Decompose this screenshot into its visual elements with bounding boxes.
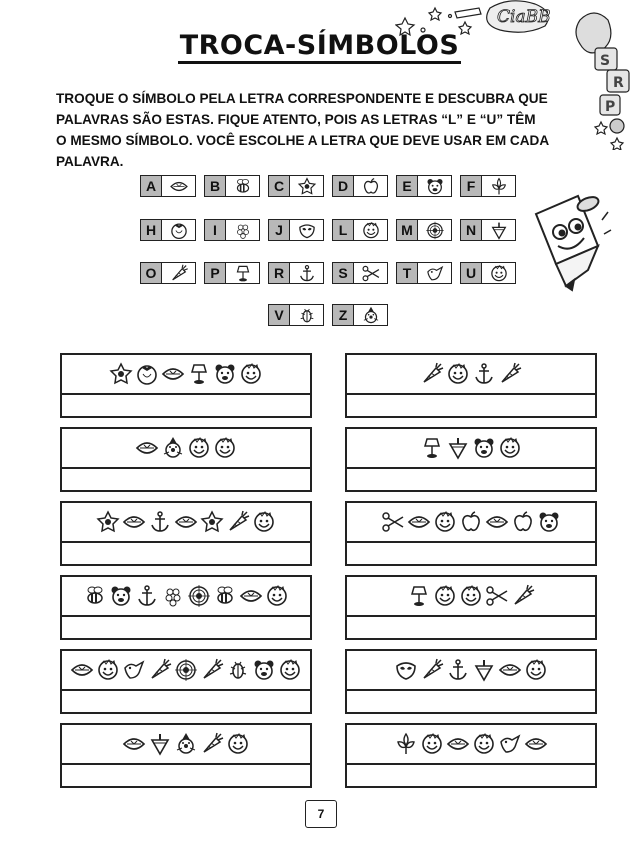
key-entry-p [204, 262, 260, 284]
key-letter: R [269, 263, 290, 283]
key-letter: V [269, 305, 290, 325]
smiley-icon [433, 510, 457, 534]
smiley-icon [252, 510, 276, 534]
mask-icon [295, 221, 319, 240]
flower-icon [109, 362, 133, 386]
bear-icon [472, 436, 496, 460]
key-letter: M [397, 220, 418, 240]
smiley-icon [433, 584, 457, 608]
smiley-icon [420, 732, 444, 756]
lamp-icon [187, 362, 211, 386]
key-entry-h [140, 219, 196, 241]
key-entry-u [460, 262, 516, 284]
tomato-icon [167, 221, 191, 240]
svg-text:P: P [605, 99, 616, 115]
answer-field[interactable] [347, 469, 595, 490]
anchor-icon [135, 584, 159, 608]
target-icon [187, 584, 211, 608]
bug-icon [295, 306, 319, 325]
carrot-icon [420, 362, 444, 386]
symbol-sequence [347, 577, 595, 617]
bear-icon [423, 177, 447, 196]
anchor-icon [295, 264, 319, 283]
key-symbol [226, 220, 259, 240]
top-icon [446, 436, 470, 460]
smiley-icon [472, 732, 496, 756]
key-letter: T [397, 263, 418, 283]
key-symbol [354, 176, 387, 196]
key-letter: S [333, 263, 354, 283]
key-letter: C [269, 176, 290, 196]
instruction-line: O MESMO SÍMBOLO. VOCÊ ESCOLHE A LETRA QUE DEVE USAR EM CADA [56, 133, 550, 148]
carrot-icon [167, 264, 191, 283]
flower-icon [96, 510, 120, 534]
carrot-icon [420, 658, 444, 682]
key-letter: U [461, 263, 482, 283]
key-letter: Z [333, 305, 354, 325]
smiley-icon [487, 264, 511, 283]
bug-icon [226, 658, 250, 682]
smiley-icon [239, 362, 263, 386]
scissors-icon [381, 510, 405, 534]
target-icon [174, 658, 198, 682]
anchor-icon [148, 510, 172, 534]
svg-text:S: S [600, 53, 611, 69]
lamp-icon [407, 584, 431, 608]
anchor-icon [472, 362, 496, 386]
leaf-icon [485, 510, 509, 534]
flower-icon [200, 510, 224, 534]
leaf-icon [122, 510, 146, 534]
key-entry-z [332, 304, 388, 326]
key-symbol [482, 220, 515, 240]
key-symbol [290, 176, 323, 196]
bear-icon [252, 658, 276, 682]
key-symbol [290, 220, 323, 240]
symbol-sequence [62, 355, 310, 395]
key-entry-o [140, 262, 196, 284]
key-symbol [354, 305, 387, 325]
key-entry-n [460, 219, 516, 241]
key-letter: L [333, 220, 354, 240]
word-card-right-5 [345, 649, 597, 714]
fleur-icon [487, 177, 511, 196]
leaf-icon [524, 732, 548, 756]
word-card-left-6 [60, 723, 312, 788]
instruction-line: PALAVRA. [56, 154, 124, 169]
key-letter: H [141, 220, 162, 240]
key-symbol [482, 176, 515, 196]
bird-icon [122, 658, 146, 682]
key-letter: E [397, 176, 418, 196]
key-entry-r [268, 262, 324, 284]
bear-icon [109, 584, 133, 608]
smiley-icon [265, 584, 289, 608]
key-symbol [162, 220, 195, 240]
smiley-icon [359, 221, 383, 240]
smiley-icon [524, 658, 548, 682]
smiley-icon [213, 436, 237, 460]
leaf-icon [161, 362, 185, 386]
symbol-sequence [347, 725, 595, 765]
leaf-icon [239, 584, 263, 608]
key-symbol [354, 220, 387, 240]
carrot-icon [226, 510, 250, 534]
key-letter: O [141, 263, 162, 283]
instruction-line: PALAVRAS SÃO ESTAS. FIQUE ATENTO, POIS AS LETRAS “L” E “U” TÊM [56, 112, 536, 127]
bear-icon [537, 510, 561, 534]
clown-icon [161, 436, 185, 460]
key-entry-t [396, 262, 452, 284]
key-letter: J [269, 220, 290, 240]
carrot-icon [200, 732, 224, 756]
symbol-sequence [347, 429, 595, 469]
page-number: 7 [305, 800, 337, 828]
key-entry-s [332, 262, 388, 284]
word-card-left-3 [60, 501, 312, 566]
word-card-left-5 [60, 649, 312, 714]
symbol-sequence [347, 651, 595, 691]
smiley-icon [459, 584, 483, 608]
leaf-icon [135, 436, 159, 460]
apple-icon [511, 510, 535, 534]
apple-icon [459, 510, 483, 534]
key-symbol [290, 305, 323, 325]
smiley-icon [446, 362, 470, 386]
key-entry-l [332, 219, 388, 241]
bee-icon [213, 584, 237, 608]
key-symbol [162, 263, 195, 283]
word-card-left-1 [60, 353, 312, 418]
carrot-icon [200, 658, 224, 682]
mask-icon [394, 658, 418, 682]
lamp-icon [231, 264, 255, 283]
leaf-icon [174, 510, 198, 534]
key-entry-i [204, 219, 260, 241]
lamp-icon [420, 436, 444, 460]
key-symbol [162, 176, 195, 196]
answer-field[interactable] [62, 765, 310, 786]
key-letter: B [205, 176, 226, 196]
page-title: TROCA-SÍMBOLOS [0, 30, 639, 61]
word-card-right-4 [345, 575, 597, 640]
key-entry-m [396, 219, 452, 241]
symbol-sequence [62, 577, 310, 617]
word-card-left-2 [60, 427, 312, 492]
scissors-icon [359, 264, 383, 283]
answer-field[interactable] [347, 691, 595, 712]
smiley-icon [278, 658, 302, 682]
answer-field[interactable] [62, 395, 310, 416]
symbol-sequence [62, 429, 310, 469]
flower-icon [295, 177, 319, 196]
leaf-icon [167, 177, 191, 196]
answer-field[interactable] [62, 469, 310, 490]
leaf-icon [122, 732, 146, 756]
key-letter: F [461, 176, 482, 196]
key-letter: A [141, 176, 162, 196]
carrot-icon [148, 658, 172, 682]
smiley-icon [226, 732, 250, 756]
tomato-icon [135, 362, 159, 386]
answer-field[interactable] [347, 617, 595, 638]
key-symbol [354, 263, 387, 283]
grapes-icon [231, 221, 255, 240]
scissors-icon [485, 584, 509, 608]
answer-field[interactable] [62, 691, 310, 712]
answer-field[interactable] [347, 395, 595, 416]
key-symbol [418, 263, 451, 283]
key-symbol [418, 220, 451, 240]
key-letter: P [205, 263, 226, 283]
key-symbol [418, 176, 451, 196]
key-entry-j [268, 219, 324, 241]
top-icon [472, 658, 496, 682]
key-symbol [226, 263, 259, 283]
word-card-right-1 [345, 353, 597, 418]
key-entry-b [204, 175, 260, 197]
key-letter: I [205, 220, 226, 240]
clown-icon [359, 306, 383, 325]
leaf-icon [407, 510, 431, 534]
key-symbol [290, 263, 323, 283]
key-entry-a [140, 175, 196, 197]
key-entry-c [268, 175, 324, 197]
symbol-sequence [62, 725, 310, 765]
clown-icon [174, 732, 198, 756]
leaf-icon [70, 658, 94, 682]
pencil-mascot-illustration [522, 190, 612, 300]
target-icon [423, 221, 447, 240]
svg-text:R: R [613, 75, 624, 91]
answer-field[interactable] [347, 765, 595, 786]
leaf-icon [498, 658, 522, 682]
anchor-icon [446, 658, 470, 682]
word-card-right-2 [345, 427, 597, 492]
key-entry-d [332, 175, 388, 197]
bee-icon [83, 584, 107, 608]
carrot-icon [498, 362, 522, 386]
word-card-right-6 [345, 723, 597, 788]
bird-icon [423, 264, 447, 283]
key-letter: D [333, 176, 354, 196]
symbol-sequence [347, 503, 595, 543]
symbol-sequence [62, 503, 310, 543]
carrot-icon [511, 584, 535, 608]
answer-field[interactable] [347, 543, 595, 564]
logo-text: CiaBB [497, 7, 551, 27]
leaf-icon [446, 732, 470, 756]
fleur-icon [394, 732, 418, 756]
word-card-right-3 [345, 501, 597, 566]
bee-icon [231, 177, 255, 196]
corner-decoration [395, 0, 639, 150]
answer-field[interactable] [62, 617, 310, 638]
smiley-icon [96, 658, 120, 682]
instruction-line: TROQUE O SÍMBOLO PELA LETRA CORRESPONDENTE E DESCUBRA QUE [56, 91, 548, 106]
top-icon [487, 221, 511, 240]
grapes-icon [161, 584, 185, 608]
answer-field[interactable] [62, 543, 310, 564]
apple-icon [359, 177, 383, 196]
key-entry-e [396, 175, 452, 197]
key-entry-f [460, 175, 516, 197]
word-card-left-4 [60, 575, 312, 640]
key-symbol [226, 176, 259, 196]
smiley-icon [187, 436, 211, 460]
symbol-sequence [347, 355, 595, 395]
symbol-sequence [62, 651, 310, 691]
top-icon [148, 732, 172, 756]
key-symbol [482, 263, 515, 283]
bird-icon [498, 732, 522, 756]
key-letter: N [461, 220, 482, 240]
bear-icon [213, 362, 237, 386]
key-entry-v [268, 304, 324, 326]
smiley-icon [498, 436, 522, 460]
